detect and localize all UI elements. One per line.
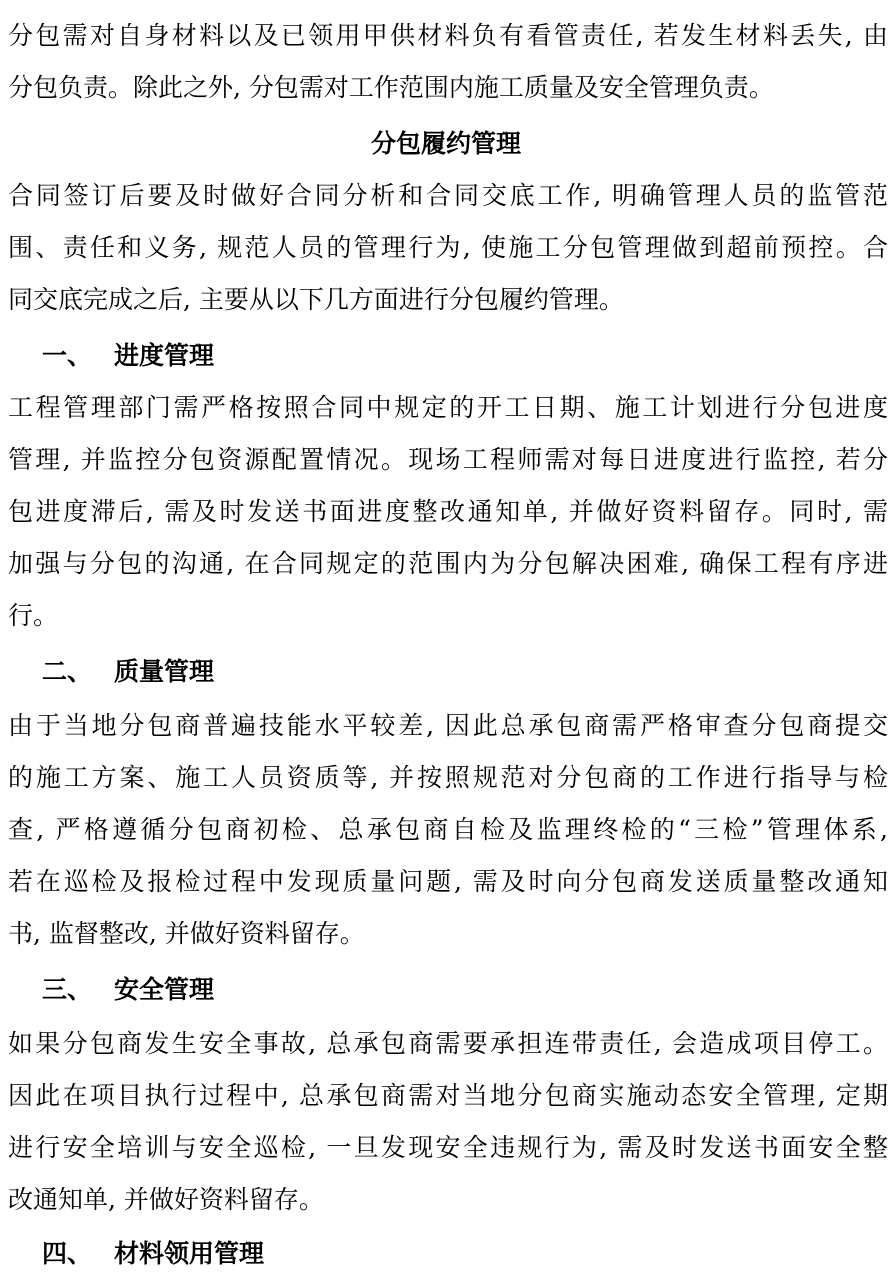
section-number: 一、 bbox=[42, 341, 93, 370]
section-heading-safety bbox=[42, 964, 214, 1016]
paragraph-line: 同交底完成之后, 主要从以下几方面进行分包履约管理。 bbox=[8, 285, 624, 314]
section-heading-schedule bbox=[42, 330, 214, 382]
paragraph-line: 管理, 并监控分包资源配置情况。现场工程师需对每日进度进行监控, 若分 bbox=[8, 445, 888, 474]
paragraph-line: 分包需对自身材料以及已领用甲供材料负有看管责任, 若发生材料丢失, 由 bbox=[8, 21, 888, 50]
paragraph-line: 若在巡检及报检过程中发现质量问题, 需及时向分包商发送质量整改通知 bbox=[8, 867, 888, 896]
paragraph-line: 的施工方案、施工人员资质等, 并按照规范对分包商的工作进行指导与检 bbox=[8, 763, 888, 792]
paragraph-line: 行。 bbox=[8, 601, 59, 630]
paragraph-line: 包进度滞后, 需及时发送书面进度整改通知单, 并做好资料留存。同时, 需 bbox=[8, 497, 888, 526]
paragraph-line: 如果分包商发生安全事故, 总承包商需要承担连带责任, 会造成项目停工。 bbox=[8, 1029, 888, 1058]
section-heading-text: 质量管理 bbox=[114, 657, 215, 686]
paragraph-line: 围、责任和义务, 规范人员的管理行为, 使施工分包管理做到超前预控。合 bbox=[8, 233, 888, 262]
paragraph-line: 查, 严格遵循分包商初检、总承包商自检及监理终检的“三检”管理体系, bbox=[8, 815, 888, 844]
paragraph-line: 书, 监督整改, 并做好资料留存。 bbox=[8, 919, 365, 948]
paragraph-line: 因此在项目执行过程中, 总承包商需对当地分包商实施动态安全管理, 定期 bbox=[8, 1081, 888, 1110]
paragraph-line: 由于当地分包商普遍技能水平较差, 因此总承包商需严格审查分包商提交 bbox=[8, 711, 888, 740]
paragraph-line: 分包负责。除此之外, 分包需对工作范围内施工质量及安全管理负责。 bbox=[8, 73, 774, 102]
paragraph-line: 合同签订后要及时做好合同分析和合同交底工作, 明确管理人员的监管范 bbox=[8, 181, 888, 210]
section-heading-text: 材料领用管理 bbox=[114, 1239, 265, 1268]
paragraph-line: 改通知单, 并做好资料留存。 bbox=[8, 1185, 324, 1214]
paragraph-line: 进行安全培训与安全巡检, 一旦发现安全违规行为, 需及时发送书面安全整 bbox=[8, 1133, 888, 1162]
section-heading-materials bbox=[42, 1228, 264, 1280]
section-number: 四、 bbox=[42, 1239, 93, 1268]
section-heading-text: 进度管理 bbox=[114, 341, 215, 370]
section-number: 二、 bbox=[42, 657, 93, 686]
paragraph-line: 加强与分包的沟通, 在合同规定的范围内为分包解决困难, 确保工程有序进 bbox=[8, 549, 888, 578]
section-heading-text: 安全管理 bbox=[114, 975, 215, 1004]
section-title: 分包履约管理 bbox=[370, 129, 521, 158]
section-number: 三、 bbox=[42, 975, 93, 1004]
paragraph-line: 工程管理部门需严格按照合同中规定的开工日期、施工计划进行分包进度 bbox=[8, 393, 888, 422]
section-heading-quality bbox=[42, 646, 214, 698]
